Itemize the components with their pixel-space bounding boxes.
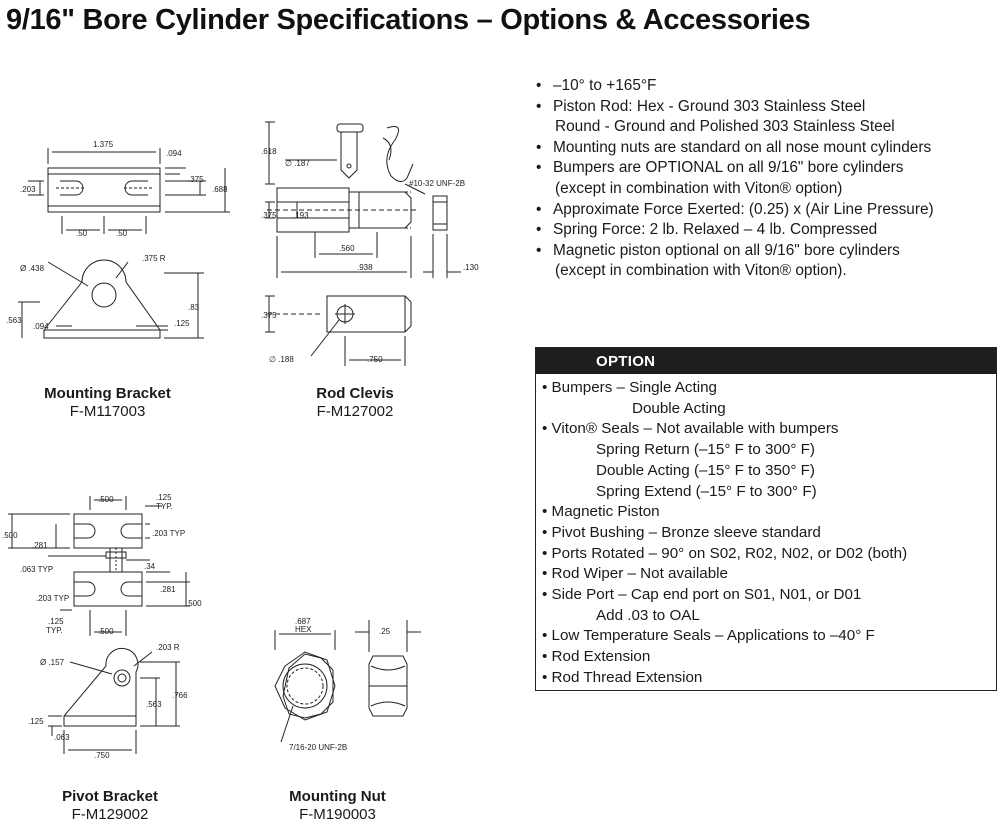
dim-label: .203 R xyxy=(156,643,180,652)
dim-label: .618 xyxy=(261,147,277,156)
option-item xyxy=(542,378,996,419)
dim-label: .938 xyxy=(357,263,373,272)
dim-label: .688 xyxy=(212,185,228,194)
rod-clevis-caption xyxy=(290,385,420,421)
spec-item xyxy=(533,138,1003,159)
option-text: • Magnetic Piston xyxy=(542,503,660,521)
option-header: OPTION xyxy=(536,348,996,374)
part-number: F-M129002 xyxy=(71,806,149,823)
spec-list xyxy=(533,76,1003,282)
spec-item xyxy=(533,241,1003,282)
mounting-bracket-caption xyxy=(20,385,195,421)
dim-label: 7/16-20 UNF-2B xyxy=(289,743,348,752)
dim-label: .750 xyxy=(94,751,110,760)
option-item xyxy=(542,564,996,585)
dim-label: .500 xyxy=(98,495,114,504)
spec-continuation: (except in combination with Viton® option) xyxy=(555,179,843,197)
dim-label: .375 xyxy=(261,211,277,220)
dim-label: .375 xyxy=(261,311,277,320)
option-item xyxy=(542,647,996,668)
dim-label: Ø .157 xyxy=(40,658,65,667)
dim-label: TYP. xyxy=(46,626,63,635)
spec-item xyxy=(533,158,1003,199)
dim-label: .375 R xyxy=(142,254,166,263)
dim-label: .83 xyxy=(188,303,200,312)
spec-item xyxy=(533,200,1003,221)
dim-label: #10-32 UNF-2B xyxy=(409,179,466,188)
dim-label: .563 xyxy=(146,700,162,709)
spec-continuation: (except in combination with Viton® option). xyxy=(555,262,847,280)
dim-label: .500 xyxy=(98,627,114,636)
dim-label: .50 xyxy=(76,229,88,238)
spec-text: Bumpers are OPTIONAL on all 9/16" bore cylinders xyxy=(553,159,904,177)
dim-label: ∅ .187 xyxy=(285,159,310,168)
option-subitem: Spring Extend (–15° F to 300° F) xyxy=(596,482,817,500)
dim-label: .281 xyxy=(160,585,176,594)
spec-continuation: Round - Ground and Polished 303 Stainless Steel xyxy=(555,118,895,136)
spec-item xyxy=(533,76,1003,97)
dim-label: .203 TYP xyxy=(152,529,186,538)
page-title: 9/16" Bore Cylinder Specifications – Options & Accessories xyxy=(6,4,811,36)
option-text: • Bumpers – Single Acting xyxy=(542,379,718,396)
dim-label: .125 xyxy=(28,717,44,726)
dim-label: .125 xyxy=(156,493,172,502)
dim-label: .500 xyxy=(2,531,18,540)
option-text: • Rod Extension xyxy=(542,648,651,666)
option-item xyxy=(542,668,996,689)
dim-label: .687 xyxy=(295,617,311,626)
option-text: • Side Port – Cap end port on S01, N01, or D01 xyxy=(542,586,862,604)
spec-item xyxy=(533,220,1003,241)
part-number: F-M127002 xyxy=(316,403,394,420)
dim-label: HEX xyxy=(295,625,312,634)
dim-label: .193 xyxy=(293,211,309,220)
spec-text: –10° to +165°F xyxy=(553,77,657,94)
dim-label: .34 xyxy=(144,562,156,571)
rod-clevis-drawing xyxy=(255,118,495,373)
pivot-bracket-drawing xyxy=(0,490,215,765)
part-number: F-M190003 xyxy=(299,806,376,823)
dim-label: .203 xyxy=(20,185,36,194)
dim-label: .094 xyxy=(166,149,182,158)
option-item xyxy=(542,585,996,626)
dim-label: TYP. xyxy=(156,502,173,511)
dim-label: .50 xyxy=(116,229,128,238)
option-subitem: Double Acting xyxy=(632,399,726,417)
option-subitem: Add .03 to OAL xyxy=(596,606,700,624)
option-item xyxy=(542,523,996,544)
mounting-bracket-drawing xyxy=(0,130,245,350)
part-number: F-M117003 xyxy=(69,403,146,420)
option-box xyxy=(535,347,997,691)
option-text: • Viton® Seals – Not available with bumpers xyxy=(542,420,839,438)
option-text: • Low Temperature Seals – Applications to –40° F xyxy=(542,627,875,645)
option-text: • Pivot Bushing – Bronze sleeve standard xyxy=(542,523,821,541)
pivot-bracket-caption xyxy=(40,788,180,824)
option-list xyxy=(536,374,996,689)
dim-label: .094 xyxy=(33,322,49,331)
part-name: Pivot Bracket xyxy=(62,788,158,805)
dim-label: .125 xyxy=(174,319,190,328)
dim-label: ∅ .188 xyxy=(269,355,294,364)
option-subitem: Spring Return (–15° F to 300° F) xyxy=(596,441,815,459)
dim-label: .766 xyxy=(172,691,188,700)
option-text: • Rod Thread Extension xyxy=(542,668,703,686)
dim-label: .281 xyxy=(32,541,48,550)
dim-label: .25 xyxy=(379,627,391,636)
dim-label: .500 xyxy=(186,599,202,608)
spec-text: Piston Rod: Hex - Ground 303 Stainless Steel xyxy=(553,97,866,115)
mounting-nut-drawing xyxy=(255,610,430,760)
option-subitem: Double Acting (–15° F to 350° F) xyxy=(596,461,815,479)
spec-item xyxy=(533,97,1003,138)
dim-label: .203 TYP xyxy=(36,594,70,603)
spec-text: Approximate Force Exerted: (0.25) x (Air Line Pressure) xyxy=(553,200,934,218)
mounting-nut-caption xyxy=(270,788,405,824)
option-item xyxy=(542,502,996,523)
option-item xyxy=(542,419,996,502)
dim-label: .560 xyxy=(339,244,355,253)
part-name: Mounting Nut xyxy=(289,788,386,805)
part-name: Rod Clevis xyxy=(316,385,394,402)
option-text: • Ports Rotated – 90° on S02, R02, N02, or D02 (both) xyxy=(542,544,908,562)
dim-label: .375 xyxy=(188,175,204,184)
spec-text: Mounting nuts are standard on all nose mount cylinders xyxy=(553,138,932,156)
dim-label: .563 xyxy=(6,316,22,325)
spec-text: Magnetic piston optional on all 9/16" bore cylinders xyxy=(553,241,900,259)
dim-label: .063 TYP xyxy=(20,565,54,574)
spec-text: Spring Force: 2 lb. Relaxed – 4 lb. Compressed xyxy=(553,221,878,239)
dim-label: .125 xyxy=(48,617,64,626)
dim-label: .063 xyxy=(54,733,70,742)
option-text: • Rod Wiper – Not available xyxy=(542,565,728,583)
dim-label: .130 xyxy=(463,263,479,272)
option-item xyxy=(542,544,996,565)
option-item xyxy=(542,626,996,647)
dim-label: 1.375 xyxy=(93,140,114,149)
dim-label: Ø .438 xyxy=(20,264,45,273)
part-name: Mounting Bracket xyxy=(44,385,171,402)
dim-label: .750 xyxy=(367,355,383,364)
